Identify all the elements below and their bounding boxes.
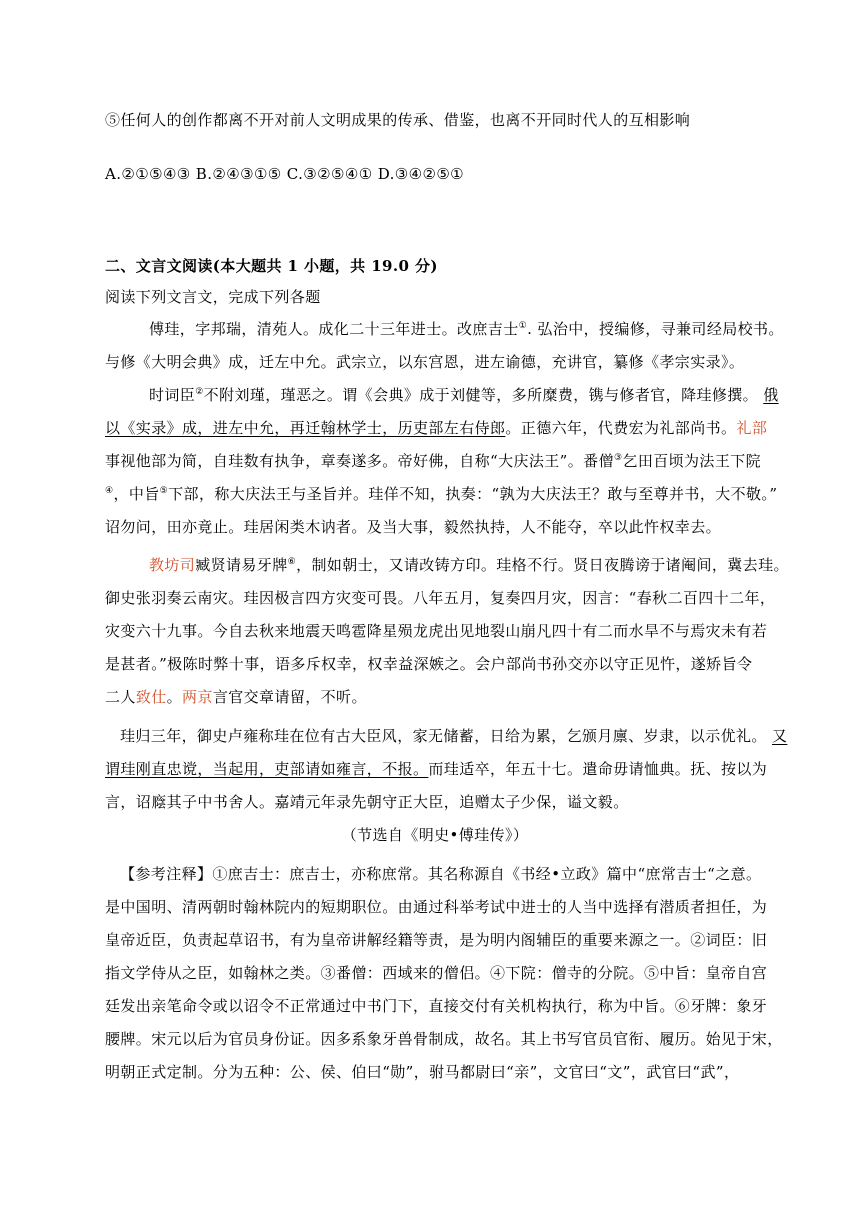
highlight-zhishi: 致仕 <box>135 688 167 706</box>
paragraph-3-line-3: 灾变六十九事。今自去秋来地震天鸣雹降星殒龙虎出见地裂山崩凡四十有二而水旱不与焉灾未有若 <box>105 622 768 640</box>
paragraph-3-line-4: 是甚者。”极陈时弊十事，语多斥权幸，权幸益深嫉之。会户部尚书孙交亦以守正见忤，遂矫旨令 <box>105 655 753 673</box>
paragraph-2-line-1 <box>149 383 779 407</box>
p2-text-f: ，中旨 <box>113 485 160 503</box>
footnote-mark-3: ③ <box>613 453 623 463</box>
paragraph-4-line-1 <box>120 724 788 748</box>
paragraph-3-line-5 <box>105 685 765 709</box>
notes-line-6: 腰牌。宋元以后为官员身份证。因多系象牙兽骨制成，故名。其上书写官员官衔、履历。始见于宋， <box>105 1030 783 1048</box>
notes-line-1: 【参考注释】①庶吉士：庶吉士，亦称庶常。其名称源自《书经•立政》篇中“庶常吉士“之意。 <box>120 865 762 883</box>
p3-text-b: ，制如朝士，又请改铸方印。珪格不行。贤日夜腾谤于诸阉间，冀去珪。 <box>296 556 789 574</box>
p4-underlined-sentence: 谓珪刚直忠谠，当起用，吏部请如雍言，不报。 <box>105 760 429 778</box>
p4-text-b: 而珪适卒，年五十七。遣命毋请恤典。抚、按以为 <box>428 760 768 778</box>
footnote-mark-5: ⑤ <box>159 486 169 496</box>
p1-text-a: 傅珪，字邦瑞，清苑人。成化二十三年进士。改庶吉士 <box>149 320 519 338</box>
footnote-mark-1: ① <box>518 321 528 331</box>
paragraph-2-line-3 <box>105 449 765 473</box>
p2-text-a: 时词臣 <box>149 386 196 404</box>
instruction: 阅读下列文言文，完成下列各题 <box>105 288 321 306</box>
p1-text-b: . 弘治中，授编修，寻兼司经局校书。 <box>527 320 784 338</box>
p3-text-c: 二人 <box>105 688 136 706</box>
p2-text-e: 乞田百顷为法王下院 <box>622 452 762 470</box>
question-item-5: ⑤任何人的创作都离不开对前人文明成果的传承、借鉴，也离不开同时代人的互相影响 <box>105 111 691 129</box>
paragraph-3-line-2: 御史张羽奏云南灾。珪因极言四方灾变可畏。八年五月，复奏四月灾，因言：“春秋二百四十二年， <box>105 589 776 607</box>
paragraph-2-line-2 <box>105 416 768 440</box>
p4-underlined-start: 又 <box>771 727 788 745</box>
footnote-mark-4: ④ <box>105 486 114 496</box>
p3-text-a: 臧贤请易牙牌 <box>195 556 288 574</box>
p2-underlined-start: 俄 <box>763 386 779 404</box>
notes-line-3: 皇帝近臣，负责起草诏书，有为皇帝讲解经籍等责，是为明内阁辅臣的重要来源之一。②词臣：旧 <box>105 931 768 949</box>
p2-text-d: 事视他部为简，自珪数有执争，章奏遂多。帝好佛，自称“大庆法王”。番僧 <box>105 452 614 470</box>
notes-line-5: 廷发出亲笔命令或以诏令不正常通过中书门下，直接交付有关机构执行，称为中旨。⑥牙牌：象牙 <box>105 997 768 1015</box>
paragraph-1-line-2: 与修《大明会典》成，迁左中允。武宗立，以东宫恩，进左谕德，充讲官，纂修《孝宗实录》。 <box>105 353 745 371</box>
highlight-libu: 礼部 <box>736 419 768 437</box>
paragraph-2-line-5: 诏勿问，田亦竟止。珪居闲类木讷者。及当大事，毅然执持，人不能夺，卒以此忤权幸去。 <box>105 518 722 536</box>
p3-text-e: 言官交章请留，不听。 <box>212 688 367 706</box>
footnote-mark-6: ⑥ <box>287 557 297 567</box>
highlight-jiaofangsi: 教坊司 <box>149 556 196 574</box>
notes-line-2: 是中国明、清两朝时翰林院内的短期职位。由通过科举考试中进士的人当中选择有潜质者担任，为 <box>105 898 768 916</box>
p2-underlined-sentence: 以《实录》成，进左中允，再迁翰林学士，历吏部左右侍郎 <box>105 419 506 437</box>
paragraph-4-line-3: 言，诏廕其子中书舍人。嘉靖元年录先朝守正大臣，追赠太子少保，谥文毅。 <box>105 793 629 811</box>
p2-text-g: 下部，称大庆法王与圣旨并。珪佯不知，执奏：“孰为大庆法王？敢与至尊并书，大不敬。” <box>168 485 778 503</box>
paragraph-3-line-1 <box>149 553 789 577</box>
p2-text-b: 不附刘瑾，瑾恶之。谓《会典》成于刘健等，多所糜费，镌与修者官，降珪修撰。 <box>203 386 759 404</box>
paragraph-4-line-2 <box>105 757 768 781</box>
p4-text-a: 珪归三年，御史卢雍称珪在位有古大臣风，家无储蓄，日给为累，乞颁月廪、岁隶，以示优礼。 <box>120 727 767 745</box>
p2-text-c: 。正德六年，代费宏为礼部尚书。 <box>505 419 737 437</box>
highlight-liangjing: 两京 <box>182 688 213 706</box>
section-title: 二、文言文阅读(本大题共 1 小题，共 19.0 分) <box>105 257 438 275</box>
paragraph-2-line-4 <box>105 482 778 506</box>
answer-options: A.②①⑤④③ B.②④③①⑤ C.③②⑤④① D.③④②⑤① <box>105 165 465 183</box>
p3-text-d: 。 <box>166 688 183 706</box>
footnote-mark-2: ② <box>195 387 204 397</box>
source-citation: （节选自《明史•傅珪传》） <box>341 826 529 844</box>
paragraph-1-line-1 <box>149 317 784 341</box>
notes-line-4: 指文学侍从之臣，如翰林之类。③番僧：西域来的僧侣。④下院：僧寺的分院。⑤中旨：皇帝自宫 <box>105 964 768 982</box>
notes-line-7: 明朝正式定制。分为五种：公、侯、伯曰“勋”，驸马都尉曰“亲”，文官曰“文”，武官曰“武”， <box>105 1063 740 1081</box>
